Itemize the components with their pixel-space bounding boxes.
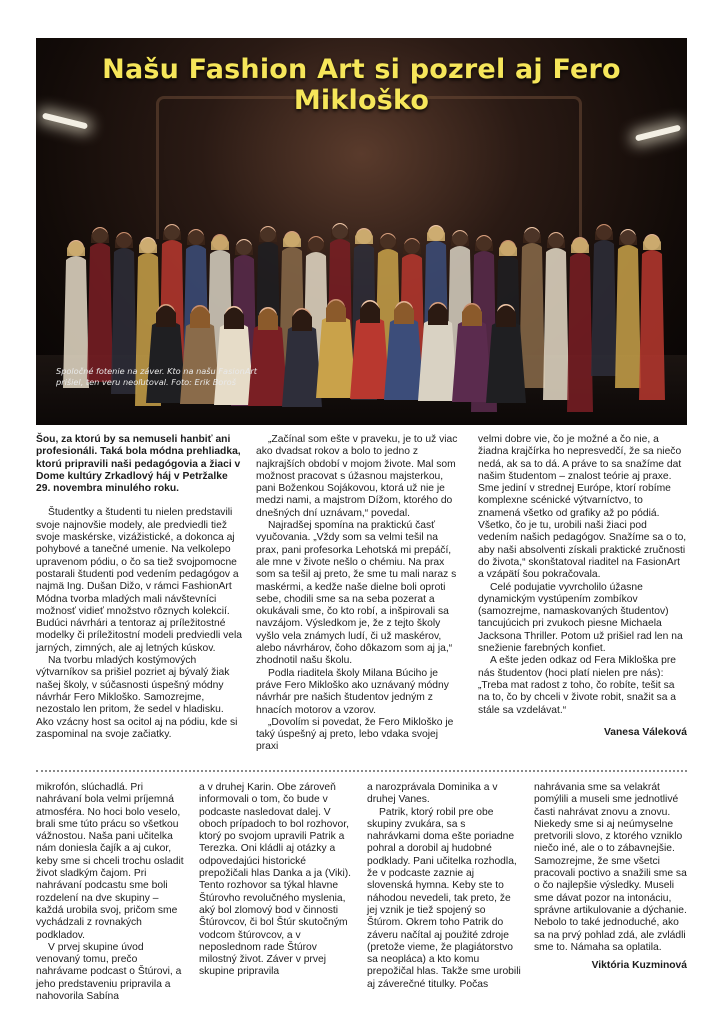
article-headline: Našu Fashion Art si pozrel aj Fero Mikloško <box>102 54 621 116</box>
article1-column-3 <box>478 434 687 739</box>
body-paragraph: „Začínal som ešte v praveku, je to už viac ako dvadsat rokov a bolo to jedno z najkrajších období v mojom živote. Mal som možnost pracovat s úžasnou majsterkou, pani Boženkou Sojákovou, ktorá už nie je medzi nami, a majstrom Dížom, ktorého do dnešných dní uznávam,“ povedal. <box>256 434 458 519</box>
article2-column-3 <box>367 782 521 991</box>
body-paragraph: nahrávania sme sa velakrát pomýlili a museli sme jednotlivé časti nahrávat znovu a znovu. Niekedy sme si aj neúmyselne pretvorili slovo, z ktorého vzniklo niečo iné, ale o to zábavnejšie. Samozrejme, že sme všetci pracovali poctivo a snažili sme sa o čo najlepšie výsledky. Museli sme dávat pozor na intonáciu, správne artikulovanie a dýchanie. Nebolo to také jednoduché, ako sa na prvý pohlad zdá, ale zvládli sme to. Námaha sa oplatila. <box>534 782 687 953</box>
section-divider <box>36 770 687 772</box>
author-name: Vanesa Váleková <box>603 726 687 738</box>
body-paragraph: Na tvorbu mladých kostýmových výtvarníkov sa prišiel pozriet aj bývalý žiak našej školy, v súčasnosti úspešný módny návrhár Fero Mikloško. Samozrejme, nezostalo len pritom, že sedel v hladisku. Ako vzácny host sa ocitol aj na pódiu, kde si zaspominal na svoje začiatky. <box>36 655 238 740</box>
article2-column-1 <box>36 782 188 1003</box>
article1-column-2 <box>256 434 463 754</box>
body-paragraph: „Dovolím si povedat, že Fero Mikloško je taký úspešný aj preto, lebo vdaka svojej praxi <box>256 716 454 753</box>
event-photo <box>36 38 687 425</box>
body-paragraph: V prvej skupine úvod venovaný tomu, prečo nahrávame podcast o Štúrovi, a jeho predstaveniu pripravila a nahovorila Sabína <box>36 941 182 1003</box>
body-paragraph: velmi dobre vie, čo je možné a čo nie, a žiadna krajčírka ho nepresvedčí, že sa niečo nedá, ak sa to dá. A práve to sa snažíme dat našim študentom – znalost teórie aj praxe. Sme jediní v strednej Európe, ktorí robíme komplexne scénické výtvarníctvo, to znamená všetko od grafiky až po pódiá. Všetko, čo je tu, urobili naši žiaci pod vedením našich pedagógov. Snažíme sa o to, aby naši absolventi získali praktické zručnosti do života,“ skonštatoval riaditel na FasionArt a vzápätí šou pokračovala. <box>478 434 687 581</box>
body-paragraph: Celé podujatie vyvrcholilo úžasne dynamickým vystúpením zombíkov (samozrejme, namaskovaných študentov) tancujúcich pri zvukoch piesne Michaela Jacksona Thriller. Potom už prišiel rad len na snežienie farebných konfiet. <box>478 581 683 655</box>
photo-caption-line: Spoločné fotenie na záver. Kto na našu FasionArt <box>56 366 257 376</box>
body-paragraph: Podla riaditela školy Milana Búciho je práve Fero Mikloško ako uznávaný módny návrhár pre našich študentov jedným z hnacích motorov a vzorov. <box>256 667 449 716</box>
photo-caption <box>56 366 316 388</box>
photo-caption-line: prišiel, ten veru neoľutoval. Foto: Erik Boroš <box>56 377 236 387</box>
body-paragraph: Patrik, ktorý robil pre obe skupiny zvukára, sa s nahrávkami doma ešte poriadne pohral a dorobil aj hudobné podklady. Pani učitelka rozhodla, že v podcaste zaznie aj slovenská hymna. Keby ste to náhodou nevedeli, tak preto, že jej vznik je tiež spojený so Štúrom. Okrem toho Patrik do záveru načítal aj použité zdroje (pretože vieme, že plagiátorstvo sa neoplácа) a kto komu prepožičal hlas. Takže sme urobili aj záverečné titulky. Počas <box>367 806 521 990</box>
body-paragraph: a narozprávala Dominika a v druhej Vanes. <box>367 782 498 806</box>
author-name: Viktória Kuzminová <box>591 960 687 972</box>
article2-column-4 <box>534 782 687 972</box>
article1-column-1 <box>36 434 243 741</box>
lead-paragraph: Šou, za ktorú by sa nemuseli hanbiť ani profesionáli. Taká bola módna prehliadka, ktorú pripravili naši pedagógovia a žiaci v Dome kultúry Zrkadlový háj v Petržalke 29. novembra minulého roku. <box>36 434 241 495</box>
body-paragraph: mikrofón, slúchadlá. Pri nahrávaní bola velmi príjemná atmosféra. No hoci bolo veselo, brali sme túto prácu so všetkou vážnostou. Naša pani učitelka nám doniesla čajík a aj cukor, keby sme si chceli trochu osladit život sladkým čajom. Pri nahrávaní podcastu sme boli rozdelení na dve skupiny – každá urobila svoj, pričom sme vychádzali z rovnakých podkladov. <box>36 782 184 941</box>
body-paragraph: A ešte jeden odkaz od Fera Mikloška pre nás študentov (hoci platí nielen pre nás): „Treba mat radost z toho, čo robíte, tešit sa na to, čo by chceli v živote robit, snažit sa a stále sa vzdelávat.“ <box>478 655 677 716</box>
article2-column-2 <box>199 782 353 979</box>
body-paragraph: a v druhej Karin. Obe zároveň informovali o tom, čo bude v podcaste nasledovat dalej. V oboch prípadoch to bol rozhovor, ktorý po svojom upravili Patrik a Terezka. Oni kládli aj otázky a odpovedajúci historické prepožičali hlas Danka a ja (Viki). Tento rozhovor sa týkal hlavne Štúrovho revolučného myslenia, aký bol zlomový bod v činnosti Štúrovcov, či bol Štúr skutočným vodcom štúrovcov, a v neposlednom rade Štúrov milostný život. Záver v prvej skupine pripravila <box>199 782 352 978</box>
body-paragraph: Najradšej spomína na praktickú časť vyučovania. „Vždy som sa velmi tešil na prax, pani profesorka Lehotská mi prepáčí, ale mne v živote nešlo o chémiu. Na prax som sa tešil aj preto, že sme tu mali naraz s maskérmi, a kedže naše dielne boli oproti sebe, chodili sme sa na seba pozerat a okukávali sme, čo kto robí, a inšpirovali sa navzájom. Výsledkom je, že z tejto školy vyšlo vela známych ludí, či už maskérov, alebo návrhárov, čoho dôkazom som aj ja,“ zhodnotil našu školu. <box>256 520 457 667</box>
body-paragraph: Študentky a študenti tu nielen predstavili svoje najnovšie modely, ale predviedli tiež svoje maskérske, vizážistické, a dokonca aj pohybové a tanečné umenie. Na velkolepo upravenom pódiu, o čo sa tiež svojpomocne postarali študenti pod vedením pedagógov a najmä Ing. Dušan Dižo, v rámci FashionArt Módna tvorba mladých mali návštevníci možnosť vidieť množstvo rôznych kolekcií. Budúci návrhári a tentoraz aj príležitostné modelky či príležitostní modeli predviedli vela jarných, zimných, ale aj letných kúskov. <box>36 507 243 654</box>
